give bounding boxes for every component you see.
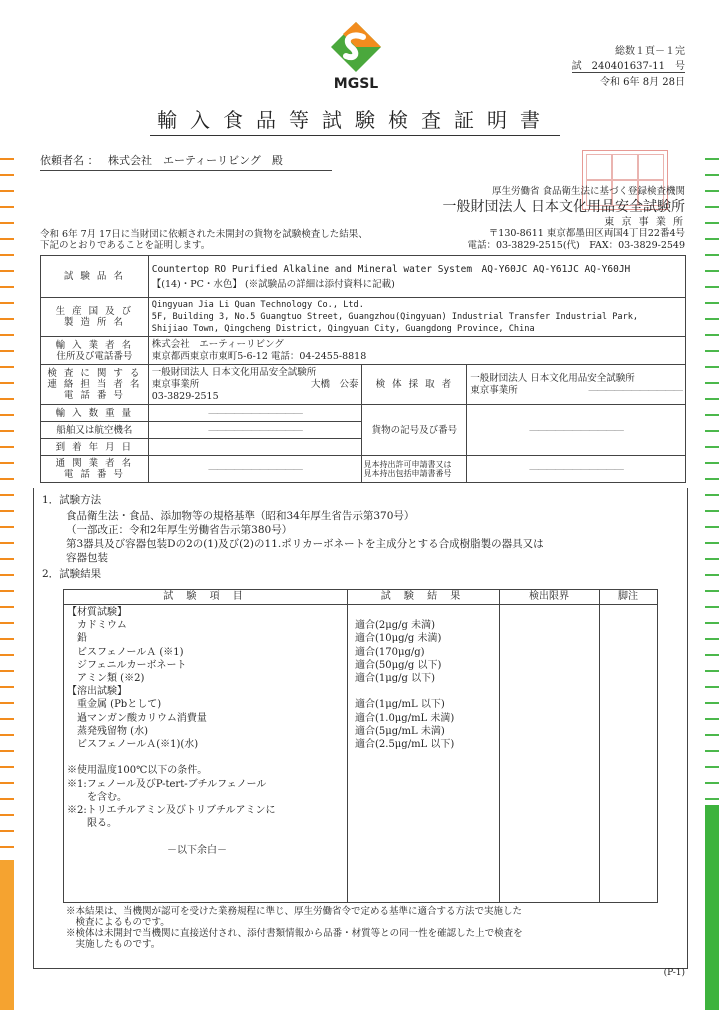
importer-label: 住所及び電話番号	[56, 350, 133, 362]
footnote-line: 検査によるものです。	[66, 917, 170, 928]
test-item: アミン類 (※2)	[67, 673, 145, 685]
broker-value: ―――――――――――	[148, 456, 362, 483]
col-note-header: 脚注	[618, 591, 638, 602]
results-heading: 2．試験結果	[42, 568, 102, 580]
issuer-address: 〒130-8611 東京都墨田区両国4丁目22番4号	[488, 228, 685, 239]
marks-value: ―――――――――――	[467, 405, 686, 456]
vessel-label: 船舶又は航空機名	[41, 422, 149, 439]
test-result: 適合(1μg/mL 以下)	[355, 699, 445, 711]
issuer-office: 東 京 事 業 所	[604, 217, 685, 228]
test-result	[355, 606, 454, 619]
test-item: 鉛	[67, 633, 87, 645]
contact-label: 電 話 番 号	[63, 390, 125, 401]
footnote-line: ※本結果は、当機関が認可を受けた業務規程に準じ、厚生労働省令で定める基準に適合する方法で実施した	[66, 906, 523, 917]
arrival-value	[148, 439, 362, 456]
test-result: 適合(2.5μg/mL 以下)	[355, 739, 455, 751]
importer-label: 輸 入 業 者 名	[55, 339, 134, 351]
vessel-value: ―――――――――――	[148, 422, 362, 439]
test-item: ビスフェノールＡ (※1)	[67, 646, 184, 658]
test-item: 過マンガン酸カリウム消費量	[67, 712, 207, 724]
client-name: 株式会社 エーティーリビング 殿	[108, 154, 283, 167]
method-heading: 1．試験方法	[42, 494, 102, 506]
test-result: 適合(5μg/mL 未満)	[355, 725, 445, 737]
col-item-header: 試 験 項 目	[163, 591, 248, 602]
test-item: カドミウム	[67, 620, 127, 632]
contact-phone: 03-3829-2515	[151, 390, 219, 402]
sampler-dash: ―――――――――――	[588, 384, 682, 396]
results-table	[63, 589, 658, 903]
test-note: ※使用温度100℃以下の条件。	[67, 765, 208, 777]
issuer-phone: 電話：03-3829-2515(代) FAX：03-3829-2549	[467, 240, 685, 251]
arrival-label: 到 着 年 月 日	[41, 439, 149, 456]
maker-label: 生 産 国 及 び	[55, 306, 134, 317]
right-border-stripe	[705, 0, 719, 1010]
marks-label: 貨物の記号及び番号	[362, 405, 467, 456]
col-limit-header: 検出限界	[529, 591, 569, 602]
page-count: 総数１頁－１完	[615, 46, 685, 57]
test-result: 適合(10μg/g 未満)	[355, 633, 442, 645]
report-number: 試 240401637-11 号	[572, 57, 685, 73]
method-text	[66, 509, 544, 565]
permit-value: ―――――――――――	[467, 456, 686, 483]
test-item: ビスフェノールＡ(※1)(水)	[67, 739, 199, 751]
col-result-header: 試 験 結 果	[380, 591, 466, 602]
importer-address: 東京都西東京市東町5-6-12 電話：04-2455-8818	[151, 350, 367, 362]
footnote-line: ※検体は未開封で当機関に直接送付され、添付書類情報から品番・材質等との同一性を確認した上で検査を	[66, 928, 523, 939]
page-title: 輸入食品等試験検査証明書	[150, 104, 560, 136]
method-line: 食品衛生法・食品、添加物等の規格基準（昭和34年厚生省告示第370号）	[66, 510, 415, 522]
footnote-line: 実施したものです。	[66, 939, 161, 950]
contact-label: 検 査 に 関 す る	[47, 368, 142, 379]
mgsl-logo	[329, 20, 383, 92]
footnotes	[66, 906, 523, 950]
remainder-mark: －以下余白－	[167, 844, 227, 856]
permit-label: 見本持出包括申請書番号	[363, 469, 452, 478]
intro-line: 下記のとおりであることを証明します。	[40, 240, 211, 251]
test-item: 【材質試験】	[67, 607, 127, 618]
broker-label: 通 関 業 者 名	[55, 458, 134, 469]
test-item: 蒸発残留物 (水)	[67, 725, 148, 737]
intro-line: 令和 6年 7月 17日に当財団に依頼された未開封の貨物を試験検査した結果、	[40, 229, 368, 240]
product-label: 試 験 品 名	[41, 256, 149, 298]
shipment-info-table	[40, 255, 686, 483]
test-result: 適合(1μg/g 以下)	[355, 673, 436, 685]
broker-label: 電 話 番 号	[63, 469, 125, 480]
test-result: 適合(170μg/g)	[355, 646, 425, 658]
test-result	[355, 685, 454, 698]
client-line	[40, 152, 332, 171]
contact-org: 一般財団法人 日本文化用品安全試験所	[151, 366, 317, 378]
weight-label: 輸 入 数 重 量	[41, 405, 149, 422]
maker-line: 5F, Building 3, No.5 Guangtuo Street, Guangzhou(Qingyuan) Industrial Transfer Industrial Park,	[151, 312, 639, 322]
client-label: 依頼者名 ：	[40, 154, 99, 167]
left-border-stripe	[0, 0, 14, 1010]
intro-text	[40, 229, 368, 251]
test-item: ジフェニルカーボネート	[67, 659, 187, 671]
test-item: 【溶出試験】	[67, 686, 127, 698]
test-item: 重金属 (Pbとして)	[67, 699, 162, 711]
test-note: を含む。	[67, 791, 127, 803]
importer-name: 株式会社 エーティーリビング	[151, 338, 284, 350]
maker-label: 製 造 所 名	[63, 317, 125, 328]
sampler-office: 東京事業所	[470, 384, 518, 396]
test-note: ※1:フェノール及びP-tert-ブチルフェノール	[67, 778, 267, 790]
permit-label: 見本持出許可申請書又は	[363, 460, 452, 469]
test-note: 限る。	[67, 818, 117, 830]
method-line: 第3器具及び容器包装Dの2の(1)及び(2)の11.ポリカーボネートを主成分とする合成樹脂製の器具又は	[66, 538, 544, 550]
test-note: ※2:トリエチルアミン及びトリブチルアミンに	[67, 805, 276, 817]
test-items	[67, 606, 276, 857]
logo-text: MGSL	[333, 76, 379, 92]
maker-line: Shijiao Town, Qingcheng District, Qingyuan City, Guangdong Province, China	[151, 324, 535, 334]
maker-line: Qingyuan Jia Li Quan Technology Co., Ltd.	[151, 300, 364, 310]
contact-office: 東京事業所	[151, 378, 200, 390]
product-name: Countertop RO Purified Alkaline and Mineral water System AQ-Y60JC AQ-Y61JC AQ-Y60JH	[151, 263, 631, 275]
product-detail: 【(14)・PC・水色】 (※試験品の詳細は添付資料に記載)	[151, 278, 395, 290]
issuer-registration: 厚生労働省 食品衛生法に基づく登録検査機関	[491, 186, 685, 197]
sampler-label: 検 体 採 取 者	[362, 365, 467, 405]
sampler-org: 一般財団法人 日本文化用品安全試験所	[470, 372, 635, 384]
test-results	[355, 606, 454, 751]
method-line: 容器包装	[66, 552, 108, 564]
issue-date: 令和 6年 8月 28日	[600, 77, 685, 88]
method-line: （一部改正：令和2年厚生労働省告示第380号）	[66, 524, 293, 536]
contact-person: 大橋 公泰	[310, 378, 359, 390]
test-result: 適合(50μg/g 以下)	[355, 659, 442, 671]
test-result: 適合(2μg/g 未満)	[355, 620, 436, 632]
mgsl-logo-icon	[329, 20, 383, 74]
contact-label: 連 絡 担 当 者 名	[47, 379, 142, 390]
page-number: (P-1)	[663, 968, 685, 978]
issuer-name: 一般財団法人 日本文化用品安全試験所	[442, 199, 685, 215]
test-result: 適合(1.0μg/mL 未満)	[355, 712, 455, 724]
weight-value: ―――――――――――	[148, 405, 362, 422]
